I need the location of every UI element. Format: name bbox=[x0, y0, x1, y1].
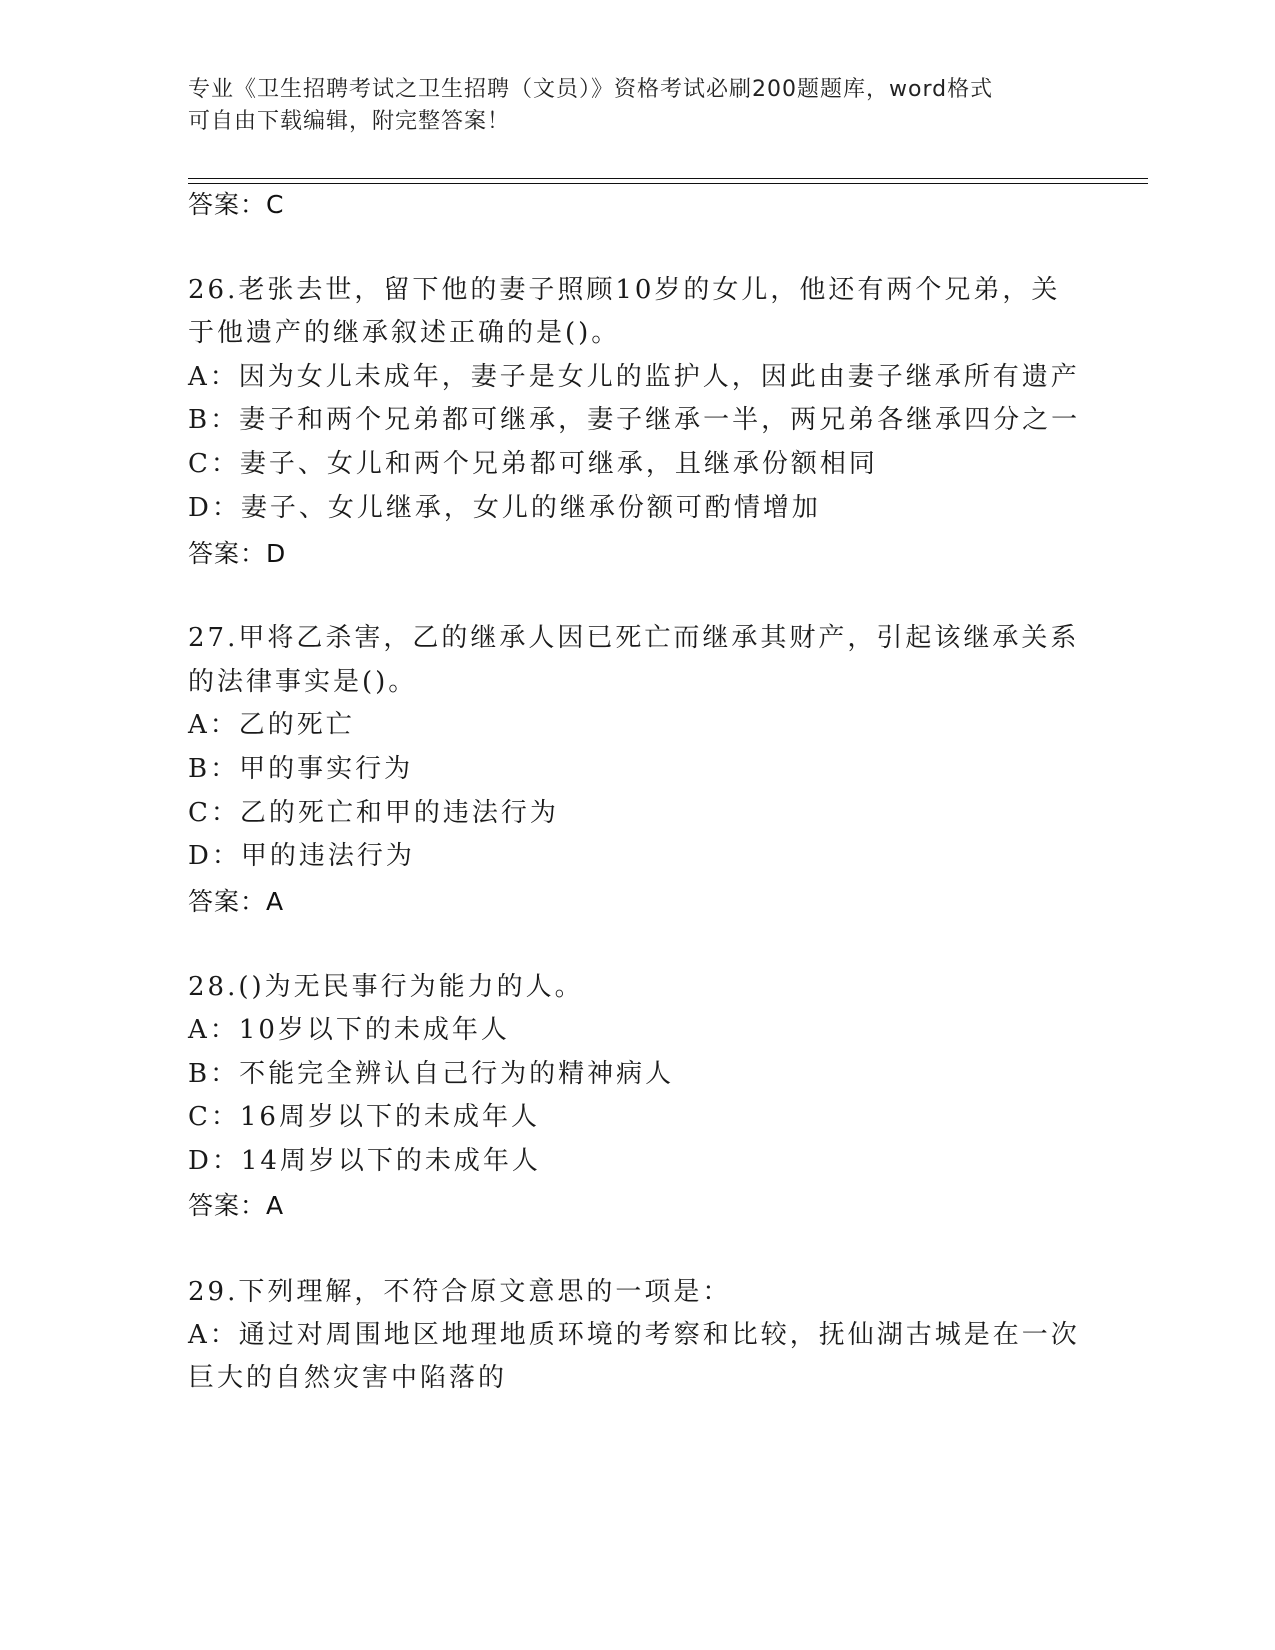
header-divider-top bbox=[188, 178, 1148, 179]
document-header bbox=[188, 74, 1068, 138]
question-29-option-a-line-1: A：通过对周围地区地理地质环境的考察和比较，抚仙湖古城是在一次 bbox=[188, 1320, 1080, 1350]
header-divider-bottom bbox=[188, 183, 1148, 184]
question-27-stem-line-2: 的法律事实是()。 bbox=[188, 667, 418, 697]
question-27-option-d: D：甲的违法行为 bbox=[188, 841, 415, 871]
header-title-line-1: 专业《卫生招聘考试之卫生招聘（文员）》资格考试必刷200题题库，word格式 bbox=[188, 77, 994, 102]
question-26-option-d: D：妻子、女儿继承，女儿的继承份额可酌情增加 bbox=[188, 493, 821, 523]
question-29-option-a-line-2: 巨大的自然灾害中陷落的 bbox=[188, 1363, 508, 1393]
question-27-stem-line-1: 27.甲将乙杀害，乙的继承人因已死亡而继承其财产，引起该继承关系 bbox=[188, 623, 1080, 653]
question-27-option-c: C：乙的死亡和甲的违法行为 bbox=[188, 798, 559, 828]
question-26-stem-line-1: 26.老张去世，留下他的妻子照顾10岁的女儿，他还有两个兄弟，关 bbox=[188, 275, 1061, 305]
question-28-stem: 28.()为无民事行为能力的人。 bbox=[188, 972, 584, 1002]
question-27-option-b: B：甲的事实行为 bbox=[188, 754, 414, 784]
header-title-line-2: 可自由下载编辑，附完整答案！ bbox=[188, 109, 511, 134]
answer-25: 答案：C bbox=[188, 190, 285, 219]
question-26-option-b: B：妻子和两个兄弟都可继承，妻子继承一半，两兄弟各继承四分之一 bbox=[188, 405, 1081, 435]
question-28-option-a: A：10岁以下的未成年人 bbox=[188, 1015, 510, 1045]
question-26-stem-line-2: 于他遗产的继承叙述正确的是()。 bbox=[188, 318, 621, 348]
question-28-option-d: D：14周岁以下的未成年人 bbox=[188, 1146, 541, 1176]
question-28-option-c: C：16周岁以下的未成年人 bbox=[188, 1102, 540, 1132]
answer-26: 答案：D bbox=[188, 539, 287, 568]
question-28-option-b: B：不能完全辨认自己行为的精神病人 bbox=[188, 1059, 675, 1089]
answer-27: 答案：A bbox=[188, 887, 285, 916]
answer-28: 答案：A bbox=[188, 1191, 285, 1220]
question-26-option-a: A：因为女儿未成年，妻子是女儿的监护人，因此由妻子继承所有遗产 bbox=[188, 362, 1080, 392]
question-29-stem: 29.下列理解，不符合原文意思的一项是： bbox=[188, 1277, 732, 1307]
question-26-option-c: C：妻子、女儿和两个兄弟都可继承，且继承份额相同 bbox=[188, 449, 878, 479]
question-27-option-a: A：乙的死亡 bbox=[188, 710, 355, 740]
